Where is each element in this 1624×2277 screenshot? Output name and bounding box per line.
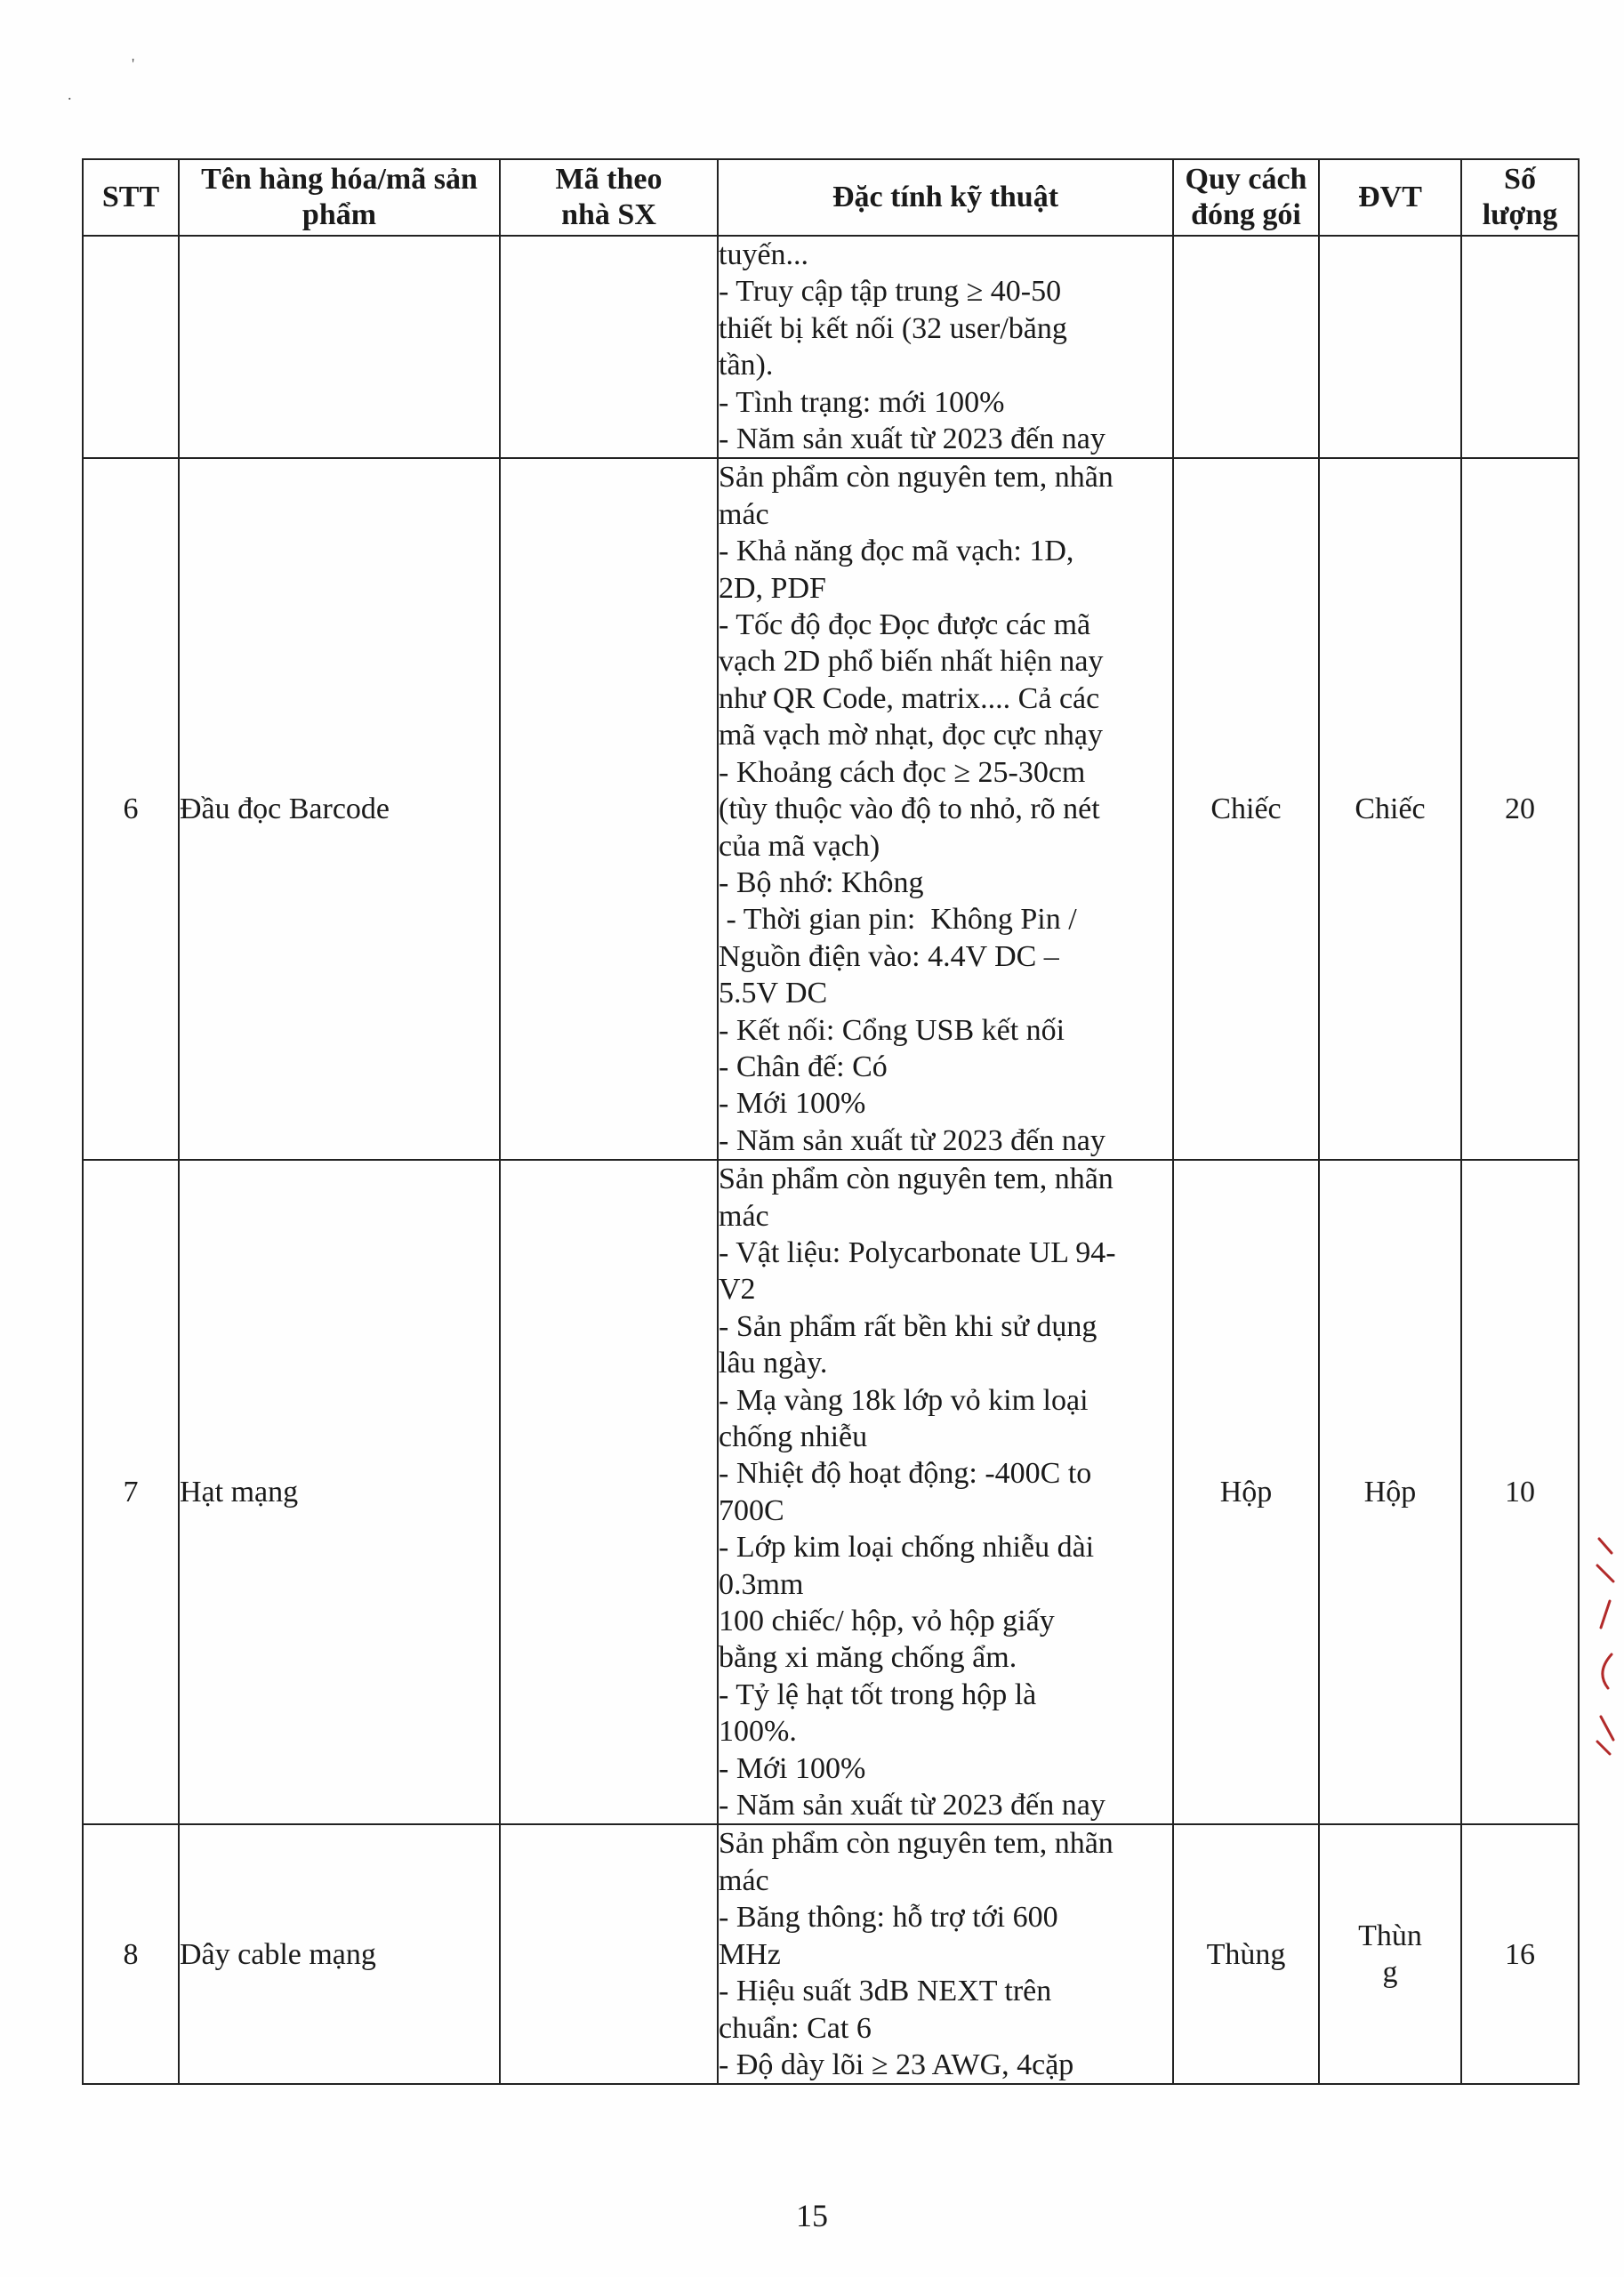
cell-spec: Sản phẩm còn nguyên tem, nhãn mác - Băng thông: hỗ trợ tới 600 MHz - Hiệu suất 3dB NEXT trên chuẩn: Cat 6 - Độ dày lõi ≥ 23 AWG, 4cặp (718, 1824, 1173, 2084)
header-qty: Số lượng (1461, 159, 1579, 236)
header-row (83, 159, 1579, 236)
cell-unit (1319, 236, 1461, 458)
cell-spec: tuyến... - Truy cập tập trung ≥ 40-50 thiết bị kết nối (32 user/băng tần). - Tình trạng: mới 100% - Năm sản xuất từ 2023 đến nay (718, 236, 1173, 458)
table-row (83, 1824, 1579, 2084)
cell-packing: Chiếc (1173, 458, 1319, 1160)
cell-maker-code (500, 1160, 718, 1824)
cell-stt: 7 (83, 1160, 179, 1824)
cell-unit: Thùn g (1319, 1824, 1461, 2084)
cell-maker-code (500, 1824, 718, 2084)
header-unit: ĐVT (1319, 159, 1461, 236)
header-stt: STT (83, 159, 179, 236)
header-spec: Đặc tính kỹ thuật (718, 159, 1173, 236)
cell-name (179, 236, 500, 458)
cell-name: Đầu đọc Barcode (179, 458, 500, 1160)
scan-speck: ' (132, 55, 135, 73)
cell-qty: 10 (1461, 1160, 1579, 1824)
cell-stt: 6 (83, 458, 179, 1160)
cell-packing: Thùng (1173, 1824, 1319, 2084)
cell-qty: 16 (1461, 1824, 1579, 2084)
cell-qty (1461, 236, 1579, 458)
cell-unit: Hộp (1319, 1160, 1461, 1824)
table-row-continuation (83, 236, 1579, 458)
page-number: 15 (796, 2198, 828, 2233)
cell-spec: Sản phẩm còn nguyên tem, nhãn mác - Vật liệu: Polycarbonate UL 94- V2 - Sản phẩm rất bền khi sử dụng lâu ngày. - Mạ vàng 18k lớp vỏ kim loại chống nhiễu - Nhiệt độ hoạt động: -400C to 700C - Lớp kim loại chống nhiễu dài 0.3mm 100 chiếc/ hộp, vỏ hộp giấy bằng xi măng chống ẩm. - Tỷ lệ hạt tốt trong hộp là 100%. - Mới 100% - Năm sản xuất từ 2023 đến nay (718, 1160, 1173, 1824)
cell-stt (83, 236, 179, 458)
cell-stt: 8 (83, 1824, 179, 2084)
header-name: Tên hàng hóa/mã sản phẩm (179, 159, 500, 236)
cell-packing: Hộp (1173, 1160, 1319, 1824)
scan-speck: . (68, 85, 72, 103)
cell-maker-code (500, 236, 718, 458)
cell-spec: Sản phẩm còn nguyên tem, nhãn mác - Khả năng đọc mã vạch: 1D, 2D, PDF - Tốc độ đọc Đọc được các mã vạch 2D phổ biến nhất hiện nay như QR Code, matrix.... Cả các mã vạch mờ nhạt, đọc cực nhạy - Khoảng cách đọc ≥ 25-30cm (tùy thuộc vào độ to nhỏ, rõ nét của mã vạch) - Bộ nhớ: Không - Thời gian pin: Không Pin / Nguồn điện vào: 4.4V DC – 5.5V DC - Kết nối: Cổng USB kết nối - Chân đế: Có - Mới 100% - Năm sản xuất từ 2023 đến nay (718, 458, 1173, 1160)
cell-name: Hạt mạng (179, 1160, 500, 1824)
spec-table (82, 158, 1580, 2085)
cell-maker-code (500, 458, 718, 1160)
cell-qty: 20 (1461, 458, 1579, 1160)
cell-packing (1173, 236, 1319, 458)
table-row (83, 1160, 1579, 1824)
margin-stamp-mark (1592, 1530, 1619, 1761)
cell-name: Dây cable mạng (179, 1824, 500, 2084)
cell-unit: Chiếc (1319, 458, 1461, 1160)
header-maker-code: Mã theo nhà SX (500, 159, 718, 236)
header-packing: Quy cách đóng gói (1173, 159, 1319, 236)
table-row (83, 458, 1579, 1160)
